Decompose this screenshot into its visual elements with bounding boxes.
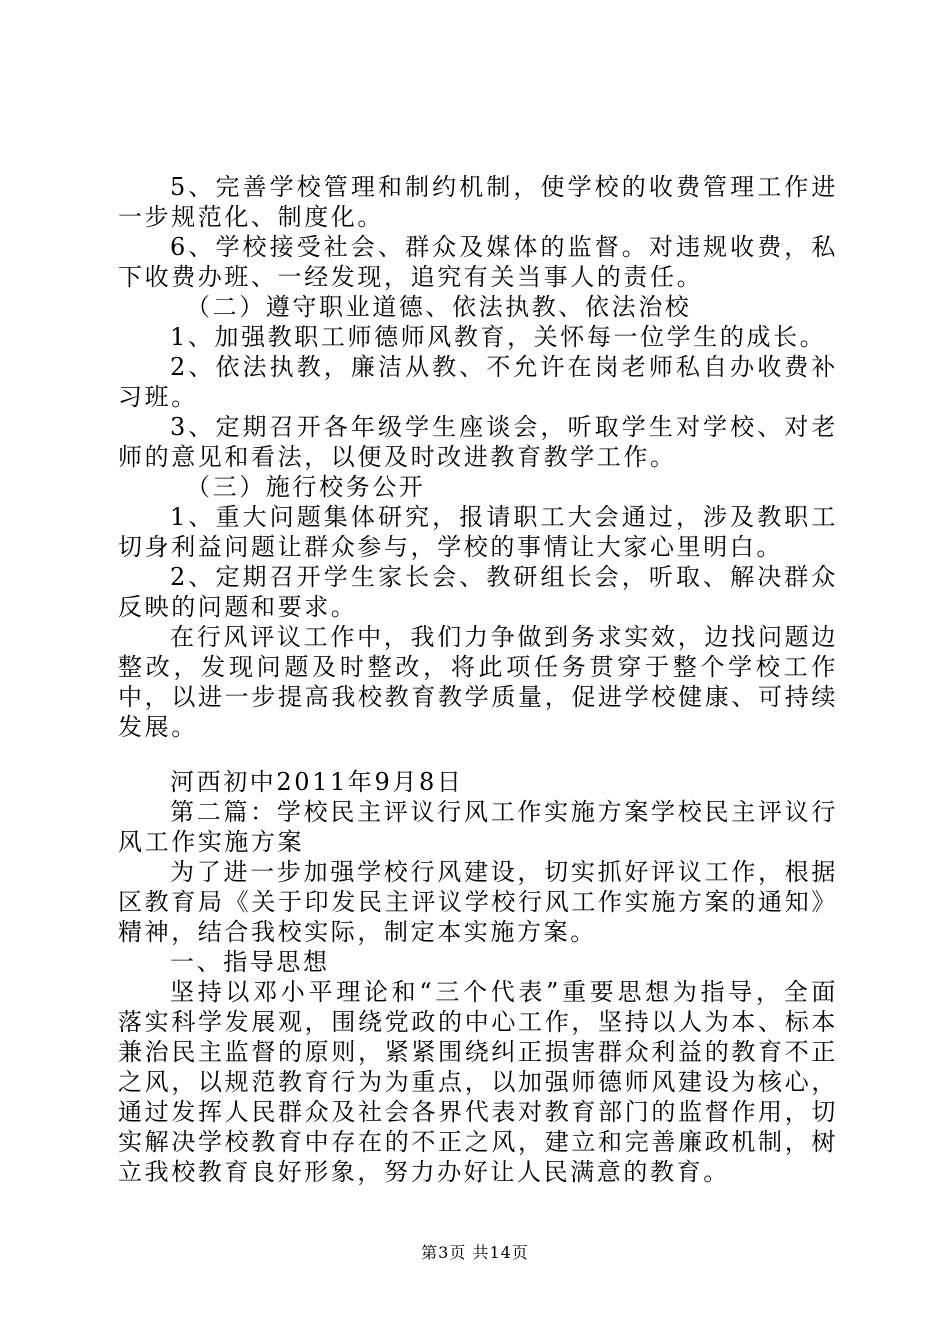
page-number: 第3页 共14页: [421, 1243, 529, 1262]
paragraph: 在行风评议工作中，我们力争做到务求实效，边找问题边整改，发现问题及时整改，将此项任务贯穿于整个学校工作中，以进一步提高我校教育教学质量，促进学校健康、可持续发展。: [118, 623, 838, 741]
document-body: [118, 172, 838, 1187]
section-heading: 一、指导思想: [170, 948, 330, 976]
paragraph: 1、重大问题集体研究，报请职工大会通过，涉及教职工切身利益问题让群众参与，学校的事情让大家心里明白。: [118, 503, 838, 561]
signature-date: 河西初中2011年9月8日: [170, 768, 464, 796]
paragraph: 为了进一步加强学校行风建设，切实抓好评议工作，根据区教育局《关于印发民主评议学校行风工作实施方案的通知》精神，结合我校实际，制定本实施方案。: [118, 858, 838, 946]
blank-line: [118, 742, 838, 767]
paragraph: 6、学校接受社会、群众及媒体的监督。对违规收费，私下收费办班、一经发现，追究有关当事人的责任。: [118, 233, 838, 291]
paragraph: 2、依法执教，廉洁从教、不允许在岗老师私自办收费补习班。: [118, 353, 838, 411]
paragraph: 1、加强教职工师德师风教育，关怀每一位学生的成长。: [170, 323, 827, 351]
paragraph: 5、完善学校管理和制约机制，使学校的收费管理工作进一步规范化、制度化。: [118, 173, 838, 231]
section-heading: （二）遵守职业道德、依法执教、依法治校: [186, 293, 692, 321]
paragraph: 坚持以邓小平理论和“三个代表”重要思想为指导，全面落实科学发展观，围绕党政的中心工作，坚持以人为本、标本兼治民主监督的原则，紧紧围绕纠正损害群众利益的教育不正之风，以规范教育行为为重点，以加强师德师风建设为核心，通过发挥人民群众及社会各界代表对教育部门的监督作用，切实解决学校教育中存在的不正之风，建立和完善廉政机制，树立我校教育良好形象，努力办好让人民满意的教育。: [118, 978, 838, 1186]
paragraph: 2、定期召开学生家长会、教研组长会，听取、解决群众反映的问题和要求。: [118, 563, 838, 621]
article-title: 第二篇：学校民主评议行风工作实施方案学校民主评议行风工作实施方案: [118, 798, 838, 856]
paragraph: 3、定期召开各年级学生座谈会，听取学生对学校、对老师的意见和看法，以便及时改进教育教学工作。: [118, 413, 838, 471]
section-heading: （三）施行校务公开: [186, 473, 426, 501]
